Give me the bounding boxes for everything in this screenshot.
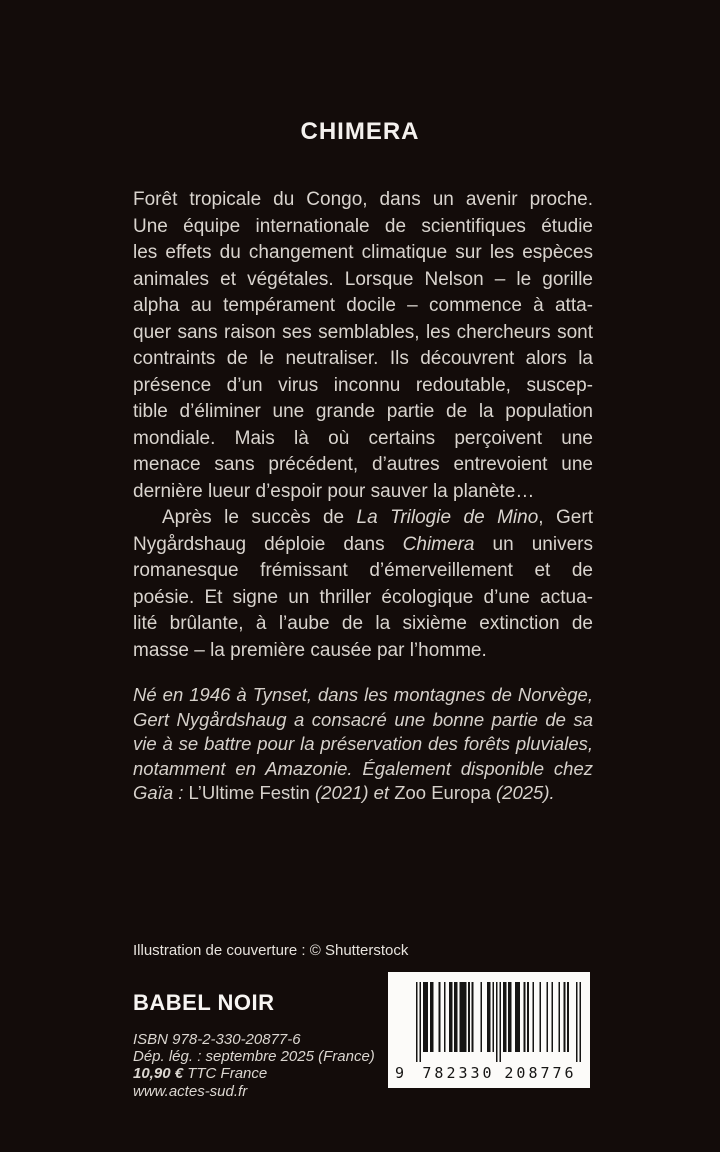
text-line	[133, 585, 593, 612]
text-line	[133, 505, 593, 532]
price-line	[133, 1065, 375, 1082]
text-segment: vie à se battre pour la préservation des forêts pluviales,	[133, 733, 593, 754]
text-segment: mondiale. Mais là où certains perçoivent une	[133, 427, 593, 449]
text-segment: tible d’éliminer une grande partie de la population	[133, 401, 593, 422]
text-segment: poésie. Et signe un thriller écologique d’une actua-	[133, 586, 593, 608]
text-line	[133, 320, 593, 347]
price-value: 10,90 €	[133, 1065, 184, 1083]
text-segment: dernière lueur d’espoir pour sauver la planète…	[133, 480, 535, 502]
barcode-bars	[416, 982, 581, 1062]
text-segment: La Trilogie de Mino	[356, 507, 539, 528]
text-segment: Après le succès de	[162, 507, 357, 528]
isbn-line: ISBN 978-2-330-20877-6	[133, 1031, 301, 1048]
text-line	[133, 479, 593, 506]
text-segment: présence d’un virus inconnu redoutable, suscep-	[133, 374, 593, 396]
text-line	[133, 346, 593, 373]
barcode-digits-left: 782330	[422, 1064, 495, 1082]
text-segment: animales et végétales. Lorsque Nelson – le gorille	[133, 268, 593, 290]
text-line	[133, 426, 593, 453]
text-line	[133, 781, 593, 806]
barcode-digits-right: 208776	[504, 1064, 577, 1082]
text-line	[133, 187, 593, 214]
text-segment: romanesque frémissant d’émerveillement et de	[133, 560, 593, 581]
barcode	[388, 972, 590, 1088]
text-segment: lité brûlante, à l’aube de la sixième extinction de	[133, 613, 593, 634]
text-segment: Zoo Europa	[394, 782, 491, 803]
text-line	[133, 240, 593, 267]
text-line	[133, 757, 593, 782]
text-line	[133, 638, 593, 665]
barcode-digit-first: 9	[395, 1064, 405, 1082]
text-segment: contraints de le neutraliser. Ils découvrent alors la	[133, 348, 593, 369]
text-segment: quer sans raison ses semblables, les chercheurs sont	[133, 321, 593, 343]
cover-credit: Illustration de couverture : © Shutterstock	[133, 942, 409, 959]
text-segment: masse – la première causée par l’homme.	[133, 639, 487, 661]
text-segment: notamment en Amazonie. Également disponible chez	[133, 757, 593, 779]
colophon	[133, 1031, 375, 1100]
book-title: CHIMERA	[300, 118, 420, 145]
text-line	[133, 732, 593, 757]
legal-deposit-line: Dép. lég. : septembre 2025 (France)	[133, 1048, 375, 1066]
text-segment: L’Ultime Festin	[188, 782, 310, 803]
text-line	[133, 611, 593, 638]
synopsis-text	[133, 187, 593, 664]
text-line	[133, 532, 593, 559]
text-line	[133, 293, 593, 320]
text-segment: Gaïa :	[133, 782, 189, 803]
text-segment: Chimera	[402, 533, 475, 555]
text-segment: un univers	[474, 533, 593, 555]
text-segment: (2025).	[490, 782, 555, 803]
imprint-name: BABEL NOIR	[133, 990, 275, 1015]
text-segment: , Gert	[538, 507, 593, 528]
text-line	[133, 399, 593, 426]
text-line	[133, 373, 593, 400]
text-segment: Né en 1946 à Tynset, dans les montagnes de Norvège,	[133, 684, 593, 705]
price-suffix: TTC France	[183, 1065, 268, 1083]
text-segment: alpha au tempérament docile – commence à atta-	[133, 295, 593, 316]
text-segment: les effets du changement climatique sur les espèces	[133, 242, 593, 263]
website-line: www.actes-sud.fr	[133, 1082, 248, 1100]
text-line	[133, 214, 593, 241]
text-segment: Une équipe internationale de scientifiques étudie	[133, 215, 593, 237]
text-line	[133, 452, 593, 479]
text-line	[133, 558, 593, 585]
text-segment: menace sans précédent, d’autres entrevoient une	[133, 454, 593, 475]
text-line	[133, 267, 593, 294]
text-segment: (2021) et	[309, 782, 395, 803]
author-bio	[133, 683, 593, 806]
text-line	[133, 683, 593, 708]
text-segment: Gert Nygårdshaug a consacré une bonne partie de sa	[133, 708, 593, 730]
text-line	[133, 708, 593, 733]
text-segment: Nygårdshaug déploie dans	[133, 533, 403, 555]
text-segment: Forêt tropicale du Congo, dans un avenir proche.	[133, 189, 593, 210]
